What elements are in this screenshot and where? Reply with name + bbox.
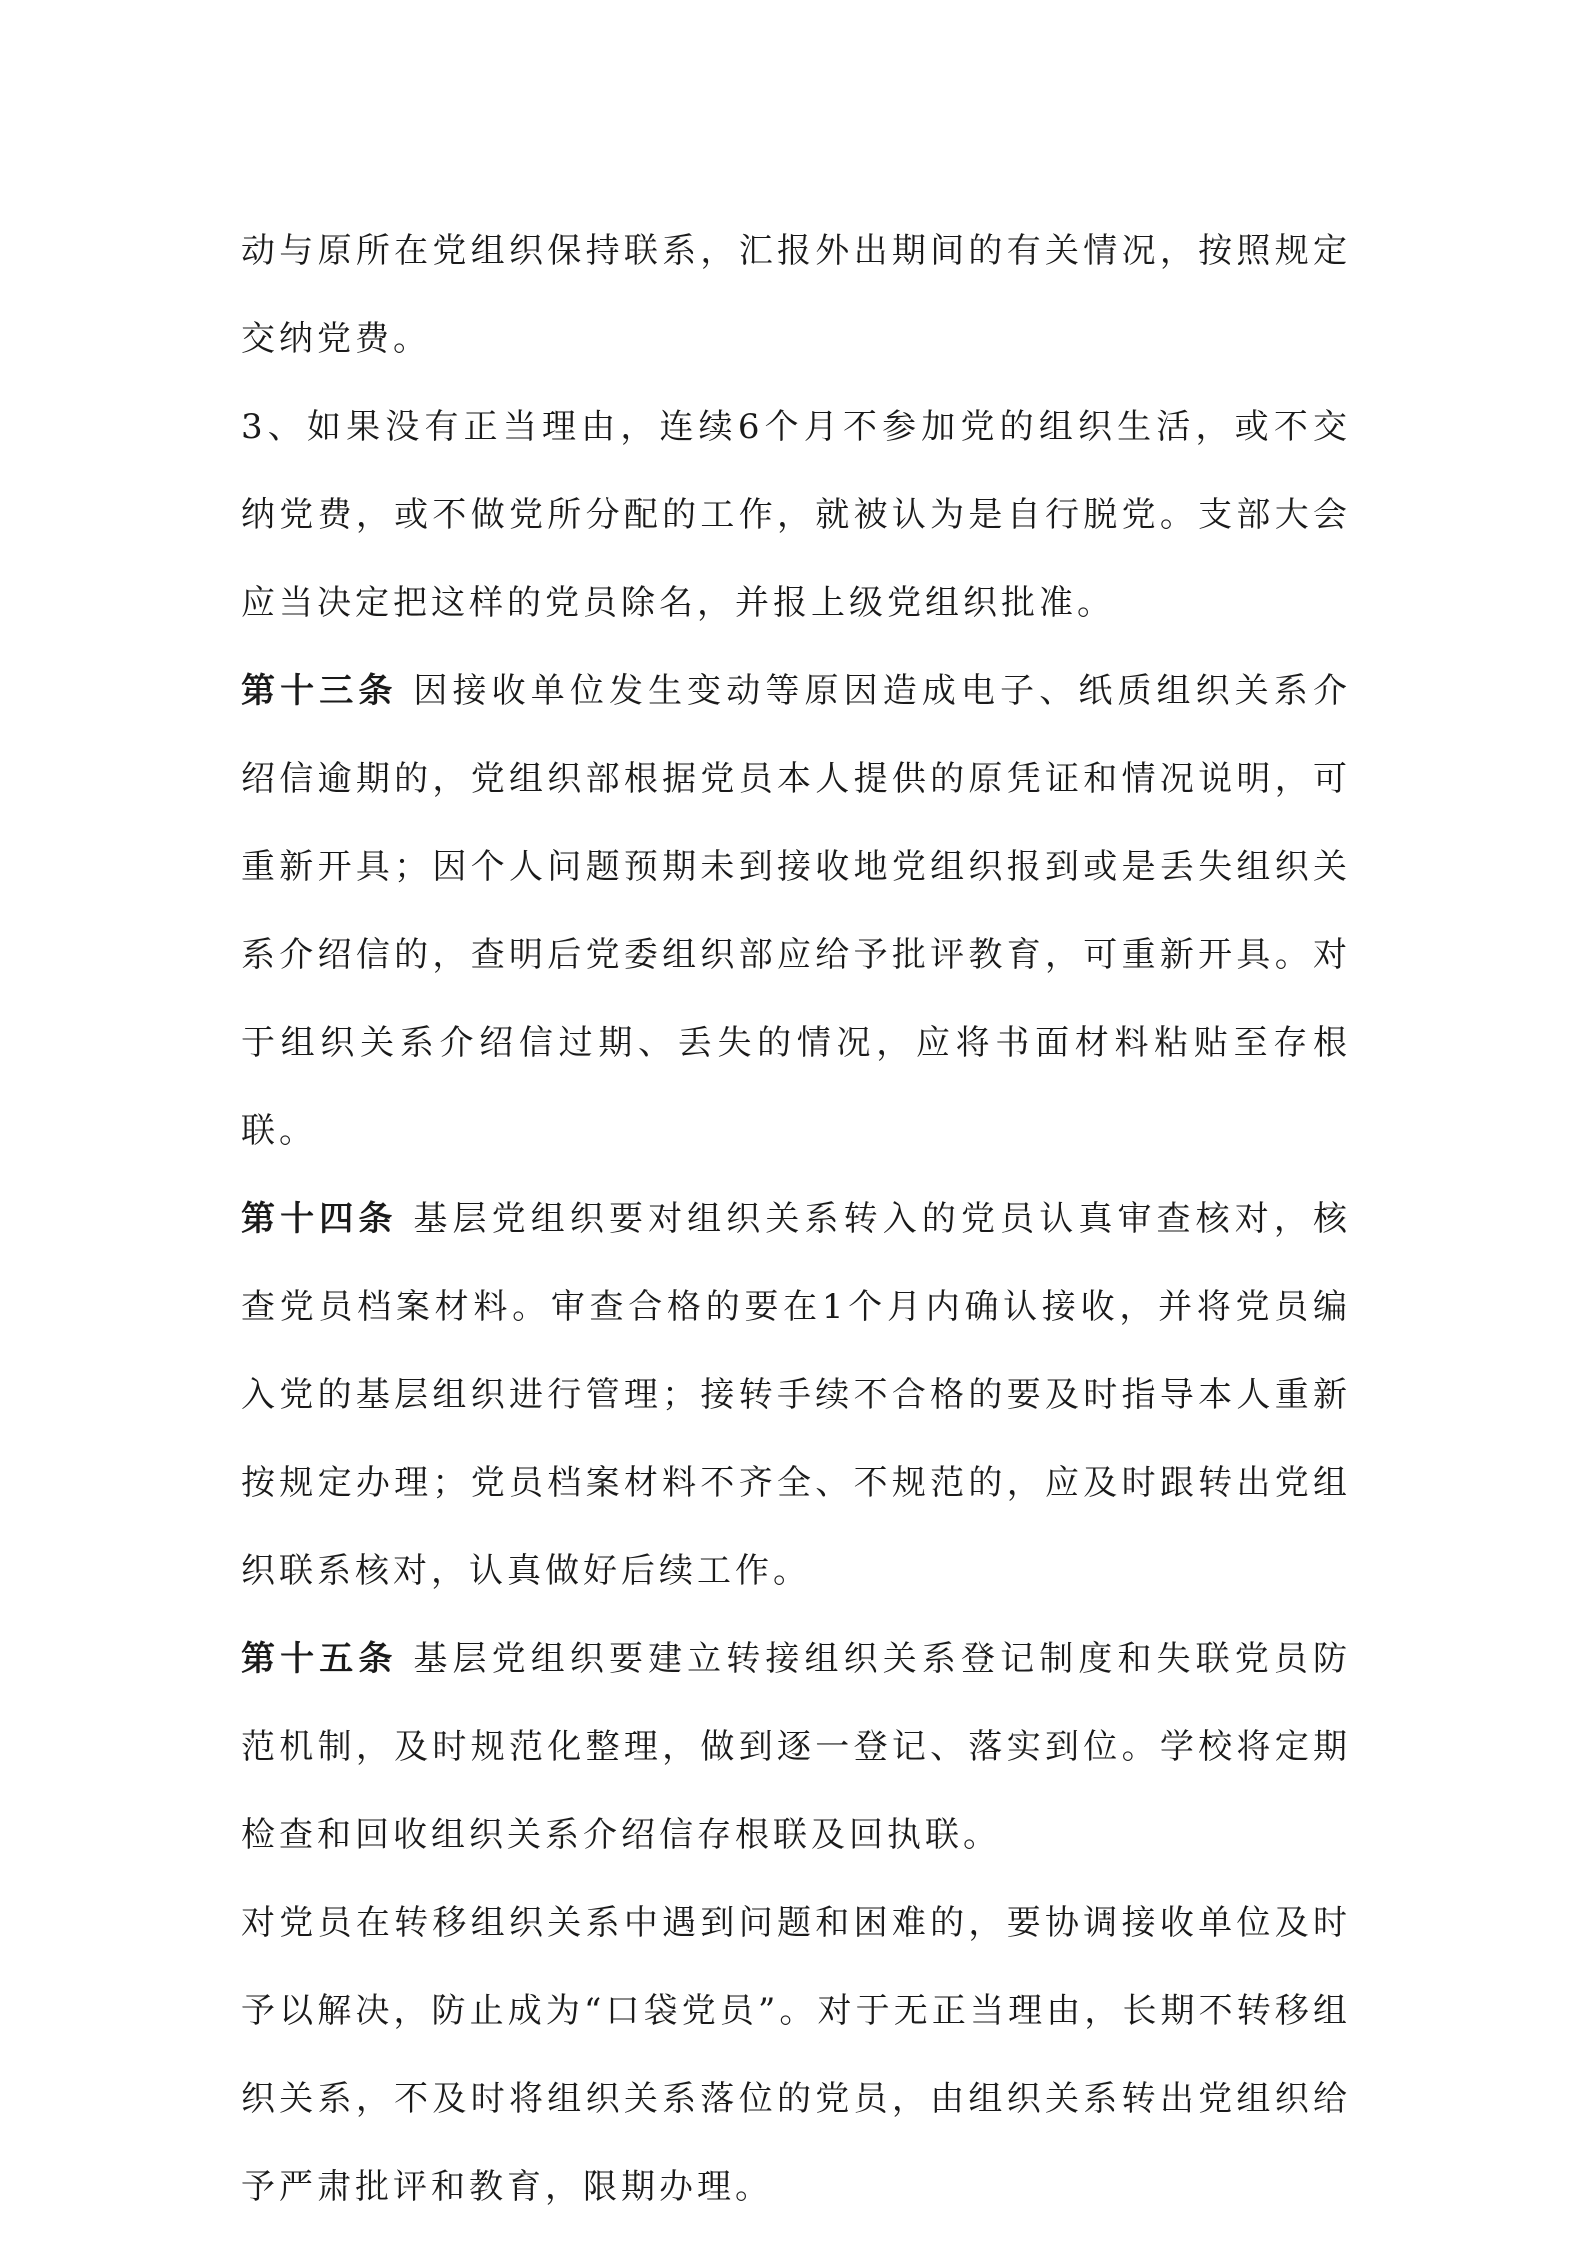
article-13 xyxy=(241,647,1351,1175)
article-15 xyxy=(241,1615,1351,1879)
paragraph-text: 因接收单位发生变动等原因造成电子、纸质组织关系介绍信逾期的，党组织部根据党员本人提供的原凭证和情况说明，可重新开具；因个人问题预期未到接收地党组织报到或是丢失组织关系介绍信的，查明后党委组织部应给予批评教育，可重新开具。对于组织关系介绍信过期、丢失的情况，应将书面材料粘贴至存根联。 xyxy=(241,671,1352,1151)
paragraph-text: 动与原所在党组织保持联系，汇报外出期间的有关情况，按照规定交纳党费。 xyxy=(241,231,1351,359)
article-label: 第十五条 xyxy=(241,1639,398,1679)
paragraph-text: 基层党组织要对组织关系转入的党员认真审查核对，核查党员档案材料。审查合格的要在1个月内确认接收，并将党员编入党的基层组织进行管理；接转手续不合格的要及时指导本人重新按规定办理；党员档案材料不齐全、不规范的，应及时跟转出党组织联系核对，认真做好后续工作。 xyxy=(241,1199,1352,1591)
paragraph-item-3 xyxy=(241,383,1351,647)
article-label: 第十三条 xyxy=(241,671,398,711)
article-label: 第十四条 xyxy=(241,1199,398,1239)
paragraph-text: 基层党组织要建立转接组织关系登记制度和失联党员防范机制，及时规范化整理，做到逐一登记、落实到位。学校将定期检查和回收组织关系介绍信存根联及回执联。 xyxy=(241,1639,1352,1855)
article-14 xyxy=(241,1175,1351,1615)
paragraph-text: 3、如果没有正当理由，连续6个月不参加党的组织生活，或不交纳党费，或不做党所分配的工作，就被认为是自行脱党。支部大会应当决定把这样的党员除名，并报上级党组织批准。 xyxy=(241,407,1351,623)
paragraph-text: 对党员在转移组织关系中遇到问题和困难的，要协调接收单位及时予以解决，防止成为“口袋党员”。对于无正当理由，长期不转移组织关系，不及时将组织关系落位的党员，由组织关系转出党组织给予严肃批评和教育，限期办理。 xyxy=(241,1903,1351,2207)
document-body xyxy=(241,207,1351,2231)
paragraph-closing xyxy=(241,1879,1351,2231)
paragraph-continuation xyxy=(241,207,1351,383)
